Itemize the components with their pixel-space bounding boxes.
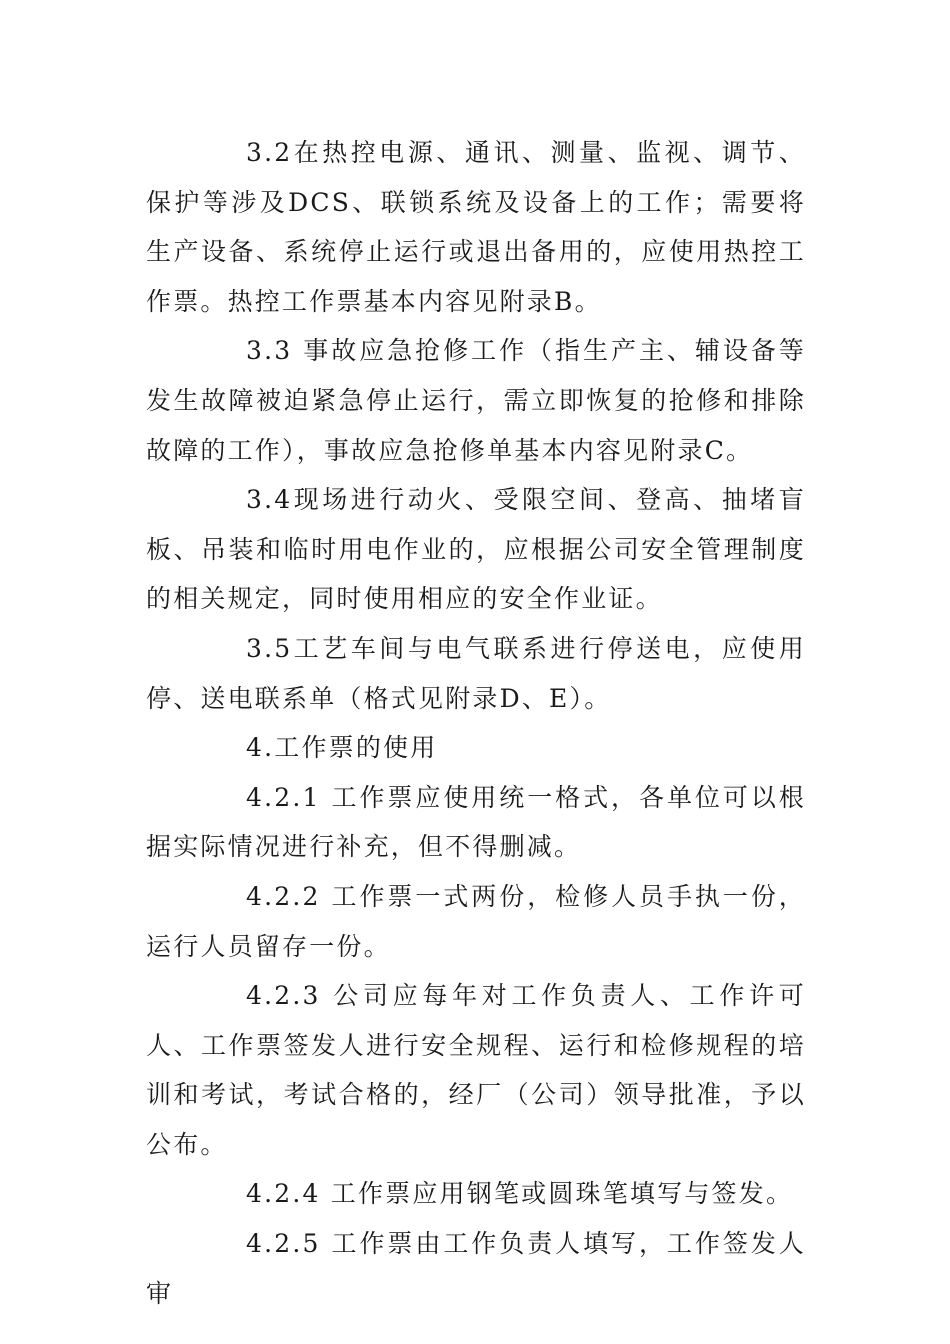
paragraph-4-2-2: 4.2.2 工作票一式两份，检修人员手执一份，运行人员留存一份。 (146, 881, 806, 961)
paragraph-3-4: 3.4现场进行动火、受限空间、登高、抽堵盲板、吊装和临时用电作业的，应根据公司安全管理制度的相关规定，同时使用相应的安全作业证。 (146, 485, 806, 614)
document-body (146, 128, 806, 1318)
paragraph-4-2-3: 4.2.3 公司应每年对工作负责人、工作许可人、工作票签发人进行安全规程、运行和检修规程的培训和考试，考试合格的，经厂（公司）领导批准，予以公布。 (146, 981, 806, 1159)
paragraph-4-2-1: 4.2.1 工作票应使用统一格式，各单位可以根据实际情况进行补充，但不得删减。 (146, 782, 806, 862)
paragraph-4-2-5: 4.2.5 工作票由工作负责人填写，工作签发人审 (146, 1229, 806, 1308)
paragraph-3-2: 3.2在热控电源、通讯、测量、监视、调节、保护等涉及DCS、联锁系统及设备上的工作；需要将生产设备、系统停止运行或退出备用的，应使用热控工作票。热控工作票基本内容见附录B。 (146, 138, 806, 316)
paragraph-3-5: 3.5工艺车间与电气联系进行停送电，应使用停、送电联系单（格式见附录D、E）。 (146, 633, 806, 713)
paragraph-3-3: 3.3 事故应急抢修工作（指生产主、辅设备等发生故障被迫紧急停止运行，需立即恢复的抢修和排除故障的工作），事故应急抢修单基本内容见附录C。 (146, 336, 806, 465)
paragraph-4-2-4: 4.2.4 工作票应用钢笔或圆珠笔填写与签发。 (246, 1179, 794, 1209)
section-heading-4: 4.工作票的使用 (246, 733, 438, 763)
